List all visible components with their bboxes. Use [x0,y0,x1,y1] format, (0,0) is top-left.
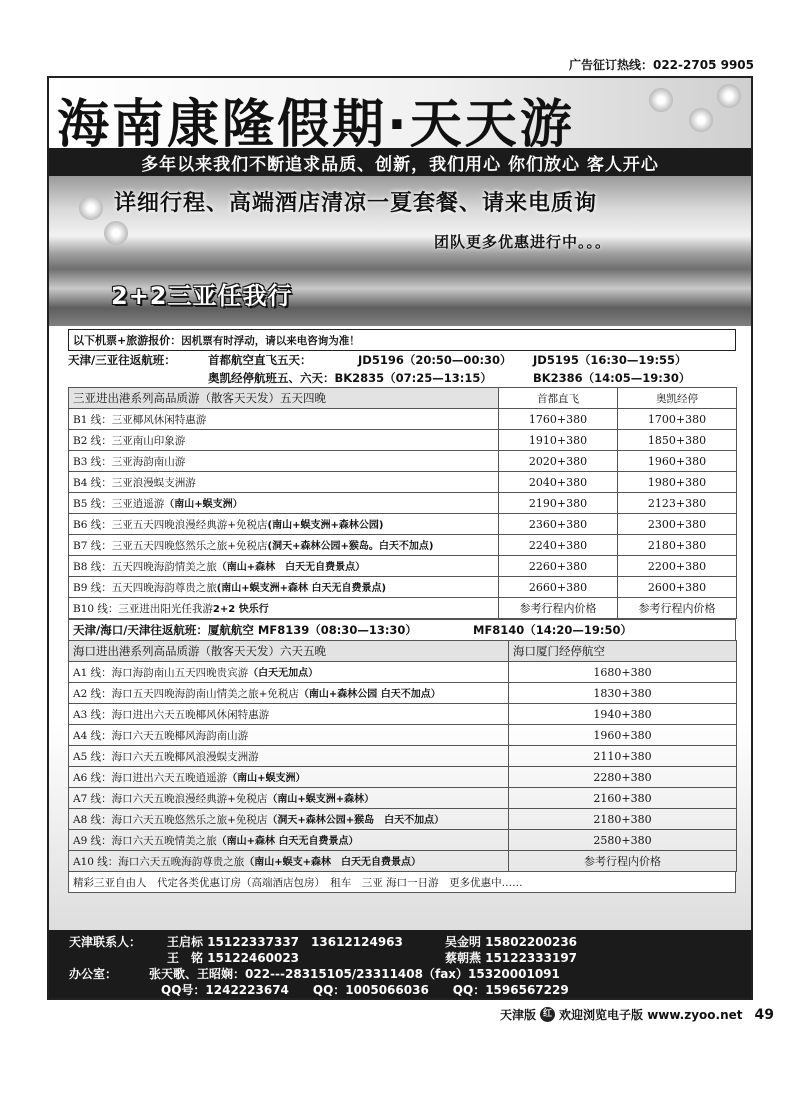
table-row [69,725,737,746]
contact-person-1: 王启标 15122337337 13612124963 [167,935,403,949]
qq-info: QQ号：1242223674 QQ：1005066036 QQ：1596567229 [161,983,569,997]
extra-services: 精彩三亚自由人 代定各类优惠订房（高端酒店包房） 租车 三亚 海口一日游 更多优惠中…… [68,872,736,893]
table-row [69,830,737,851]
sanya-flight-direct: 首都航空直飞五天： [208,353,312,367]
banner-headline: 详细行程、高端酒店清凉一夏套餐、请来电质询 [114,191,598,216]
sanya-flight-direct-back: JD5195（16:30—19:55） [533,353,687,367]
route-highlight: (南山+蜈支洲+森林 白天无自费景点) [216,583,387,594]
route-label: A1 线：海口海韵南山五天四晚贵宾游 [73,667,249,679]
office-info: 张天歌、王昭娴：022---28315105/23311408（fax）15320001091 [149,967,560,981]
price-okay: 2123+380 [618,493,737,514]
route-name [69,746,509,767]
table-row [69,577,737,598]
price-haikou: 2110+380 [509,746,737,767]
col-header-haikou: 海口厦门经停航空 [509,641,737,662]
website-link[interactable]: 欢迎浏览电子版 www.zyoo.net [559,1008,743,1022]
sanya-flight-direct-out: JD5196（20:50—00:30） [358,353,512,367]
price-okay: 参考行程内价格 [618,598,737,619]
haikou-price-table [68,640,737,872]
route-label: A8 线：海口六天五晚悠然乐之旅+免税店 [73,814,268,826]
contact-person-2: 吴金明 15802200236 [445,935,578,949]
route-highlight: （南山+蜈支洲） [164,499,243,510]
contact-row-1 [49,933,751,949]
route-highlight: （南山+森林公园 白天不加点） [298,689,441,700]
contacts-bar [49,930,751,1000]
sanya-flight-row-1 [68,351,736,369]
sanya-table-header [69,388,737,409]
haikou-table-title: 海口进出港系列高品质游（散客天天发）六天五晚 [69,641,509,662]
price-okay: 2300+380 [618,514,737,535]
route-label: B9 线：五天四晚海韵尊贵之旅 [73,582,217,594]
price-okay: 1700+380 [618,409,737,430]
route-name [69,493,499,514]
route-name [69,830,509,851]
price-haikou: 2280+380 [509,767,737,788]
route-highlight: (洞天+森林公园+猴岛。白天不加点) [267,541,434,552]
price-haikou: 1830+380 [509,683,737,704]
route-label: B10 线：三亚进出阳光任我游 [73,603,213,615]
table-row [69,662,737,683]
sanya-flight-okay: 奥凯经停航班五、六天：BK2835（07:25—13:15） [208,371,492,385]
route-label: A2 线：海口五天四晚海韵南山情美之旅+免税店 [73,688,299,700]
price-okay: 1850+380 [618,430,737,451]
price-okay: 2600+380 [618,577,737,598]
price-haikou: 2160+380 [509,788,737,809]
route-name [69,704,509,725]
price-haikou: 1960+380 [509,725,737,746]
route-label: A7 线：海口六天五晚浪漫经典游+免税店 [73,793,268,805]
notice-box [68,329,736,351]
route-highlight: （南山+森林 白天无自费景点） [216,562,366,573]
route-name [69,851,509,872]
page-number: 49 [754,1006,774,1023]
route-label: A9 线：海口六天五晚情美之旅 [73,835,217,847]
price-content [68,329,736,893]
price-haikou: 参考行程内价格 [509,851,737,872]
table-row [69,683,737,704]
office-label: 办公室： [69,967,118,981]
flower-icon [689,108,713,132]
route-label: B3 线：三亚海韵南山游 [73,455,186,468]
flower-icon [104,221,128,245]
table-row [69,788,737,809]
red-badge-icon: 红 [540,1007,555,1022]
route-highlight: （白天无加点） [248,668,319,679]
col-header-okay: 奥凯经停 [618,388,737,409]
route-label: A4 线：海口六天五晚椰风海韵南山游 [73,729,249,742]
sanya-flight-okay-back: BK2386（14:05—19:30） [533,371,691,385]
table-row [69,409,737,430]
page-footer [500,1006,774,1023]
route-name [69,535,499,556]
contact-label: 天津联系人： [69,935,142,949]
route-name [69,514,499,535]
contact-person-3: 王 铭 15122460023 [167,951,300,965]
table-row [69,556,737,577]
sanya-table-title: 三亚进出港系列高品质游（散客天天发）五天四晚 [69,388,499,409]
price-direct: 1760+380 [499,409,618,430]
price-direct: 1910+380 [499,430,618,451]
price-haikou: 1940+380 [509,704,737,725]
haikou-flight-row [68,619,736,640]
price-direct: 2040+380 [499,472,618,493]
sanya-flight-row-2 [68,369,736,387]
route-name [69,451,499,472]
price-haikou: 2580+380 [509,830,737,851]
route-label: A10 线：海口六天五晚海韵尊贵之旅 [73,856,245,868]
price-direct: 2660+380 [499,577,618,598]
route-label: B6 线：三亚五天四晚浪漫经典游+免税店 [73,519,268,531]
route-highlight: （南山+森林 白天无自费景点） [216,836,359,847]
route-name [69,556,499,577]
table-row [69,851,737,872]
price-direct: 2190+380 [499,493,618,514]
haikou-table-header [69,641,737,662]
route-label: B7 线：三亚五天四晚悠然乐之旅+免税店 [73,540,268,552]
banner-image [49,176,751,326]
route-name [69,430,499,451]
flower-icon [717,84,741,108]
route-highlight: 2+2 快乐行 [212,604,269,615]
slogan-bar: 多年以来我们不断追求品质、创新，我们用心 你们放心 客人开心 [49,148,751,176]
sanya-price-table [68,387,737,619]
table-row [69,514,737,535]
price-okay: 1960+380 [618,451,737,472]
sanya-flight-label: 天津/三亚往返航班： [68,353,176,367]
haikou-flight-back: MF8140（14:20—19:50） [473,623,633,637]
notice-title: 以下机票+旅游报价： [73,334,182,347]
contact-row-3 [49,965,751,981]
edition-label: 天津版 [500,1008,537,1022]
price-okay: 2200+380 [618,556,737,577]
price-okay: 1980+380 [618,472,737,493]
route-highlight: （洞天+森林公园+猴岛 白天不加点） [267,815,445,826]
price-direct: 2240+380 [499,535,618,556]
route-label: B4 线：三亚浪漫蜈支洲游 [73,476,196,489]
route-name [69,577,499,598]
price-direct: 参考行程内价格 [499,598,618,619]
route-name [69,725,509,746]
price-direct: 2360+380 [499,514,618,535]
route-name [69,472,499,493]
table-row [69,430,737,451]
price-haikou: 2180+380 [509,809,737,830]
contact-row-2 [49,949,751,965]
table-row [69,809,737,830]
route-label: A5 线：海口六天五晚椰风浪漫蜈支洲游 [73,750,259,763]
table-row [69,767,737,788]
notice-note: 因机票有时浮动，请以来电咨询为准！ [181,334,360,347]
table-row [69,535,737,556]
table-row [69,598,737,619]
route-label: B8 线：五天四晚海韵情美之旅 [73,561,217,573]
route-label: B1 线：三亚椰风休闲特惠游 [73,413,207,426]
route-name [69,409,499,430]
route-highlight: （南山+蜈支洲） [227,773,306,784]
route-label: A3 线：海口进出六天五晚椰风休闲特惠游 [73,708,270,721]
flower-icon [649,88,673,112]
route-label: A6 线：海口进出六天五晚逍遥游 [73,772,228,784]
route-label: B2 线：三亚南山印象游 [73,434,186,447]
route-name [69,767,509,788]
col-header-direct: 首都直飞 [499,388,618,409]
hotline: 广告征订热线：022-2705 9905 [568,58,754,72]
route-label: B5 线：三亚逍遥游 [73,498,165,510]
table-row [69,451,737,472]
ad-title: 海南康隆假期·天天游 [57,95,575,155]
route-name [69,809,509,830]
route-name [69,598,499,619]
contact-row-4 [49,981,751,997]
route-name [69,788,509,809]
route-highlight: （南山+蜈支+森林 白天无自费景点） [244,857,422,868]
price-okay: 2180+380 [618,535,737,556]
table-row [69,472,737,493]
route-highlight: （南山+蜈支洲+森林） [267,794,375,805]
route-name [69,683,509,704]
contact-person-4: 蔡朝燕 15122333197 [445,951,578,965]
route-highlight: (南山+蜈支洲+森林公园) [267,520,384,531]
table-row [69,746,737,767]
title-band [49,78,751,155]
flower-icon [79,196,103,220]
price-direct: 2260+380 [499,556,618,577]
price-haikou: 1680+380 [509,662,737,683]
route-name [69,662,509,683]
ad-frame [47,76,753,1000]
haikou-flight-text: 天津/海口/天津往返航班：厦航航空 MF8139（08:30—13:30） [73,623,417,637]
table-row [69,493,737,514]
banner-route: 2+2三亚任我行 [111,282,293,310]
banner-promo: 团队更多优惠进行中。。。 [434,233,612,251]
price-direct: 2020+380 [499,451,618,472]
table-row [69,704,737,725]
